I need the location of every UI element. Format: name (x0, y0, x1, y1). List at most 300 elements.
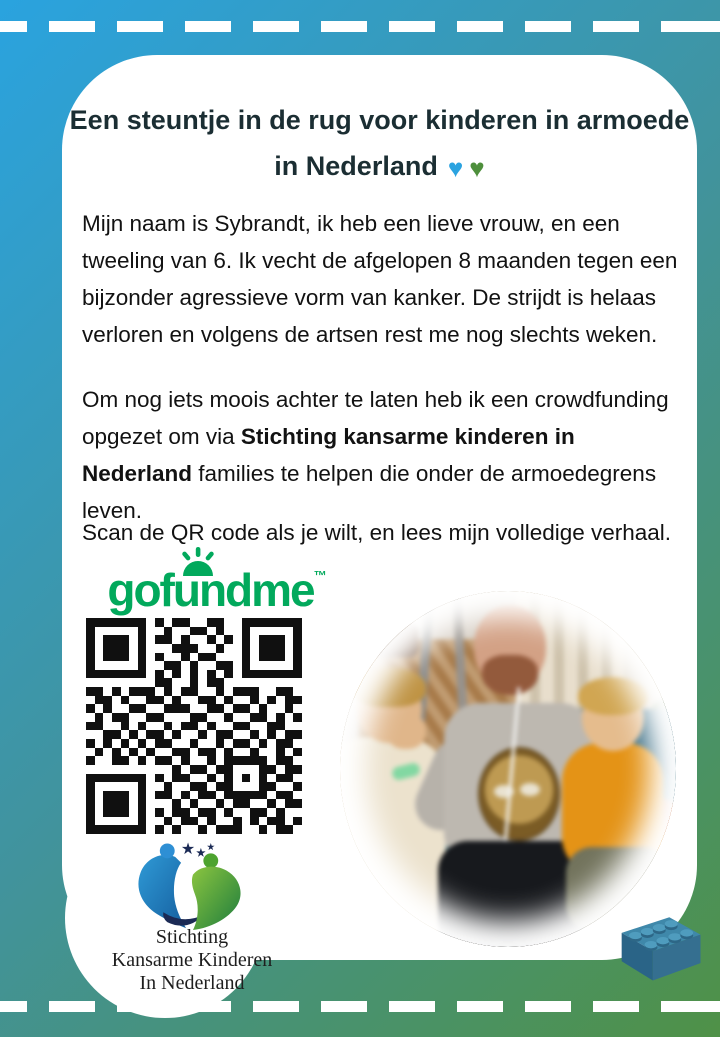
qr-module (267, 618, 276, 627)
qr-module (224, 799, 233, 808)
qr-module (259, 704, 268, 713)
qr-module (198, 635, 207, 644)
qr-module (250, 627, 259, 636)
qr-module (293, 791, 302, 800)
qr-module (250, 765, 259, 774)
qr-module (103, 774, 112, 783)
qr-module (121, 687, 130, 696)
qr-module (181, 817, 190, 826)
qr-module (86, 696, 95, 705)
qr-module (172, 722, 181, 731)
qr-module (146, 696, 155, 705)
lego-brick-icon (596, 905, 706, 990)
qr-module (138, 739, 147, 748)
qr-module (146, 635, 155, 644)
qr-module (129, 808, 138, 817)
qr-module (155, 678, 164, 687)
qr-module (121, 644, 130, 653)
qr-module (250, 748, 259, 757)
qr-module (86, 722, 95, 731)
qr-module (138, 756, 147, 765)
qr-module (138, 704, 147, 713)
qr-module (138, 722, 147, 731)
family-photo (340, 591, 676, 947)
qr-module (155, 704, 164, 713)
qr-module (285, 618, 294, 627)
qr-module (198, 817, 207, 826)
qr-module (285, 704, 294, 713)
qr-module (155, 653, 164, 662)
qr-module (103, 739, 112, 748)
qr-module (224, 765, 233, 774)
qr-module (224, 808, 233, 817)
qr-module (146, 825, 155, 834)
qr-module (172, 653, 181, 662)
qr-module (190, 713, 199, 722)
qr-module (267, 661, 276, 670)
qr-module (164, 704, 173, 713)
qr-module (181, 635, 190, 644)
qr-module (259, 782, 268, 791)
qr-module (86, 618, 95, 627)
content-card (62, 55, 697, 994)
qr-module (224, 644, 233, 653)
qr-module (181, 730, 190, 739)
qr-module (86, 739, 95, 748)
qr-module (112, 722, 121, 731)
qr-module (129, 627, 138, 636)
qr-module (181, 678, 190, 687)
qr-module (112, 756, 121, 765)
qr-module (86, 817, 95, 826)
qr-module (129, 730, 138, 739)
qr-module (242, 739, 251, 748)
qr-module (129, 661, 138, 670)
qr-module (121, 696, 130, 705)
qr-module (86, 644, 95, 653)
qr-module (216, 765, 225, 774)
qr-module (190, 627, 199, 636)
qr-module (190, 696, 199, 705)
qr-module (276, 670, 285, 679)
qr-module (172, 808, 181, 817)
qr-module (293, 799, 302, 808)
qr-module (190, 808, 199, 817)
qr-module (172, 782, 181, 791)
qr-module (172, 687, 181, 696)
qr-module (121, 678, 130, 687)
qr-module (181, 808, 190, 817)
qr-module (224, 713, 233, 722)
qr-module (207, 739, 216, 748)
qr-module (233, 713, 242, 722)
qr-module (181, 687, 190, 696)
qr-module (95, 696, 104, 705)
qr-module (259, 808, 268, 817)
qr-module (216, 722, 225, 731)
qr-module (242, 756, 251, 765)
qr-module (250, 739, 259, 748)
qr-module (172, 756, 181, 765)
qr-module (242, 817, 251, 826)
qr-module (198, 696, 207, 705)
qr-module (129, 722, 138, 731)
qr-module (172, 696, 181, 705)
qr-module (207, 774, 216, 783)
qr-module (121, 661, 130, 670)
qr-module (164, 653, 173, 662)
qr-module (285, 678, 294, 687)
qr-module (146, 704, 155, 713)
qr-module (155, 618, 164, 627)
qr-module (112, 678, 121, 687)
qr-module (155, 730, 164, 739)
qr-module (164, 817, 173, 826)
qr-module (276, 635, 285, 644)
qr-module (121, 748, 130, 757)
qr-module (181, 739, 190, 748)
qr-module (276, 644, 285, 653)
qr-module (95, 765, 104, 774)
qr-module (267, 687, 276, 696)
qr-module (198, 687, 207, 696)
qr-module (112, 808, 121, 817)
qr-module (103, 678, 112, 687)
qr-module (259, 756, 268, 765)
qr-module (250, 722, 259, 731)
qr-module (95, 687, 104, 696)
qr-module (285, 670, 294, 679)
qr-module (267, 670, 276, 679)
qr-module (198, 627, 207, 636)
qr-module (172, 825, 181, 834)
qr-module (267, 644, 276, 653)
qr-module (198, 739, 207, 748)
qr-module (129, 825, 138, 834)
qr-module (216, 817, 225, 826)
qr-module (216, 678, 225, 687)
qr-module (242, 678, 251, 687)
qr-module (198, 670, 207, 679)
qr-module (250, 644, 259, 653)
qr-module (121, 739, 130, 748)
qr-module (155, 644, 164, 653)
qr-module (86, 765, 95, 774)
qr-module (181, 713, 190, 722)
qr-module (181, 782, 190, 791)
qr-module (276, 627, 285, 636)
qr-module (224, 618, 233, 627)
qr-module (216, 661, 225, 670)
qr-module (190, 670, 199, 679)
qr-module (207, 713, 216, 722)
qr-module (138, 825, 147, 834)
qr-module (242, 782, 251, 791)
qr-module (276, 704, 285, 713)
qr-module (216, 635, 225, 644)
qr-module (172, 635, 181, 644)
qr-module (216, 799, 225, 808)
qr-module (112, 730, 121, 739)
qr-module (198, 704, 207, 713)
qr-module (146, 627, 155, 636)
qr-module (267, 730, 276, 739)
qr-module (103, 817, 112, 826)
qr-module (224, 704, 233, 713)
qr-module (224, 739, 233, 748)
qr-module (121, 799, 130, 808)
qr-module (276, 661, 285, 670)
qr-module (172, 791, 181, 800)
dashed-line-top (0, 21, 720, 32)
qr-module (285, 808, 294, 817)
qr-module (242, 808, 251, 817)
qr-module (285, 661, 294, 670)
qr-module (233, 808, 242, 817)
qr-module (112, 661, 121, 670)
qr-module (103, 627, 112, 636)
qr-module (138, 791, 147, 800)
qr-module (164, 765, 173, 774)
qr-module (95, 808, 104, 817)
qr-module (86, 713, 95, 722)
qr-module (112, 782, 121, 791)
qr-module (259, 678, 268, 687)
qr-module (250, 696, 259, 705)
qr-module (164, 635, 173, 644)
qr-module (129, 696, 138, 705)
qr-module (138, 817, 147, 826)
qr-module (86, 704, 95, 713)
qr-module (198, 791, 207, 800)
qr-module (216, 748, 225, 757)
qr-module (285, 739, 294, 748)
qr-module (259, 722, 268, 731)
qr-module (276, 678, 285, 687)
qr-module (267, 713, 276, 722)
qr-module (95, 799, 104, 808)
qr-module (112, 627, 121, 636)
qr-module (112, 713, 121, 722)
qr-module (181, 644, 190, 653)
qr-module (233, 791, 242, 800)
qr-module (103, 618, 112, 627)
qr-module (259, 817, 268, 826)
qr-module (207, 808, 216, 817)
qr-module (164, 825, 173, 834)
qr-module (198, 722, 207, 731)
qr-module (112, 644, 121, 653)
qr-module (121, 670, 130, 679)
qr-module (267, 782, 276, 791)
qr-module (207, 756, 216, 765)
qr-module (276, 825, 285, 834)
qr-module (172, 661, 181, 670)
qr-module (86, 774, 95, 783)
qr-module (146, 678, 155, 687)
qr-module (103, 644, 112, 653)
qr-module (121, 825, 130, 834)
qr-module (95, 817, 104, 826)
qr-module (293, 739, 302, 748)
qr-module (216, 670, 225, 679)
qr-module (129, 653, 138, 662)
qr-module (207, 670, 216, 679)
qr-module (155, 791, 164, 800)
qr-module (121, 704, 130, 713)
qr-module (112, 635, 121, 644)
qr-module (155, 817, 164, 826)
qr-module (172, 799, 181, 808)
qr-module (86, 791, 95, 800)
qr-module (293, 774, 302, 783)
qr-module (146, 722, 155, 731)
qr-module (164, 696, 173, 705)
qr-module (129, 739, 138, 748)
qr-module (242, 713, 251, 722)
qr-module (190, 799, 199, 808)
qr-module (181, 653, 190, 662)
stichting-logo-text (62, 926, 322, 995)
qr-module (146, 808, 155, 817)
qr-module (293, 678, 302, 687)
qr-module (267, 696, 276, 705)
qr-module (242, 748, 251, 757)
qr-module (103, 730, 112, 739)
qr-module (155, 661, 164, 670)
crowdfunding-paragraph (82, 381, 682, 529)
qr-module (198, 774, 207, 783)
qr-module (190, 791, 199, 800)
qr-module (181, 774, 190, 783)
qr-module (155, 799, 164, 808)
qr-module (112, 748, 121, 757)
qr-module (129, 704, 138, 713)
qr-module (276, 799, 285, 808)
blue-heart-icon: ♥ (447, 153, 464, 183)
trademark-symbol: ™ (313, 568, 327, 583)
qr-module (285, 687, 294, 696)
qr-module (112, 653, 121, 662)
qr-module (164, 618, 173, 627)
qr-module (172, 627, 181, 636)
qr-module (276, 817, 285, 826)
qr-module (293, 817, 302, 826)
qr-module (224, 687, 233, 696)
qr-module (250, 704, 259, 713)
qr-module (121, 756, 130, 765)
qr-module (155, 774, 164, 783)
qr-module (164, 722, 173, 731)
qr-module (112, 687, 121, 696)
qr-module (233, 678, 242, 687)
qr-module (190, 756, 199, 765)
qr-module (181, 704, 190, 713)
qr-module (138, 696, 147, 705)
qr-module (285, 791, 294, 800)
qr-module (259, 825, 268, 834)
qr-module (129, 670, 138, 679)
qr-module (121, 730, 130, 739)
qr-module (121, 774, 130, 783)
qr-module (242, 774, 251, 783)
qr-module (207, 687, 216, 696)
qr-module (276, 791, 285, 800)
qr-module (285, 653, 294, 662)
qr-module (233, 670, 242, 679)
qr-module (121, 782, 130, 791)
qr-module (138, 687, 147, 696)
qr-module (233, 687, 242, 696)
stichting-logo-icon (130, 841, 252, 935)
qr-module (112, 799, 121, 808)
qr-module (293, 704, 302, 713)
qr-module (95, 644, 104, 653)
qr-module (112, 791, 121, 800)
qr-module (190, 722, 199, 731)
qr-module (95, 661, 104, 670)
qr-module (267, 739, 276, 748)
gofundme-logo (92, 563, 342, 617)
qr-module (233, 799, 242, 808)
qr-module (198, 653, 207, 662)
qr-module (164, 799, 173, 808)
stichting-text-line1: Stichting (155, 926, 229, 948)
qr-module (172, 704, 181, 713)
qr-module (155, 765, 164, 774)
qr-module (190, 653, 199, 662)
qr-module (207, 730, 216, 739)
qr-module (95, 635, 104, 644)
qr-module (293, 696, 302, 705)
qr-module (129, 799, 138, 808)
green-heart-icon: ♥ (469, 153, 485, 183)
qr-module (293, 765, 302, 774)
qr-module (259, 765, 268, 774)
qr-module (216, 687, 225, 696)
qr-module (242, 696, 251, 705)
qr-module (250, 635, 259, 644)
qr-module (172, 670, 181, 679)
qr-module (112, 696, 121, 705)
qr-module (285, 635, 294, 644)
qr-module (259, 627, 268, 636)
qr-module (233, 635, 242, 644)
qr-module (224, 791, 233, 800)
qr-module (95, 782, 104, 791)
qr-module (164, 774, 173, 783)
qr-module (285, 782, 294, 791)
qr-module (285, 713, 294, 722)
qr-module (207, 791, 216, 800)
qr-module (190, 644, 199, 653)
qr-module (224, 817, 233, 826)
title-line-1: Een steuntje in de rug voor kinderen in armoede (69, 105, 690, 135)
qr-module (155, 739, 164, 748)
qr-module (129, 644, 138, 653)
qr-module (138, 661, 147, 670)
qr-module (112, 774, 121, 783)
qr-module (293, 713, 302, 722)
qr-module (129, 791, 138, 800)
qr-module (95, 774, 104, 783)
qr-module (267, 765, 276, 774)
qr-module (250, 808, 259, 817)
qr-module (164, 748, 173, 757)
qr-module (155, 825, 164, 834)
qr-module (224, 722, 233, 731)
qr-module (129, 817, 138, 826)
